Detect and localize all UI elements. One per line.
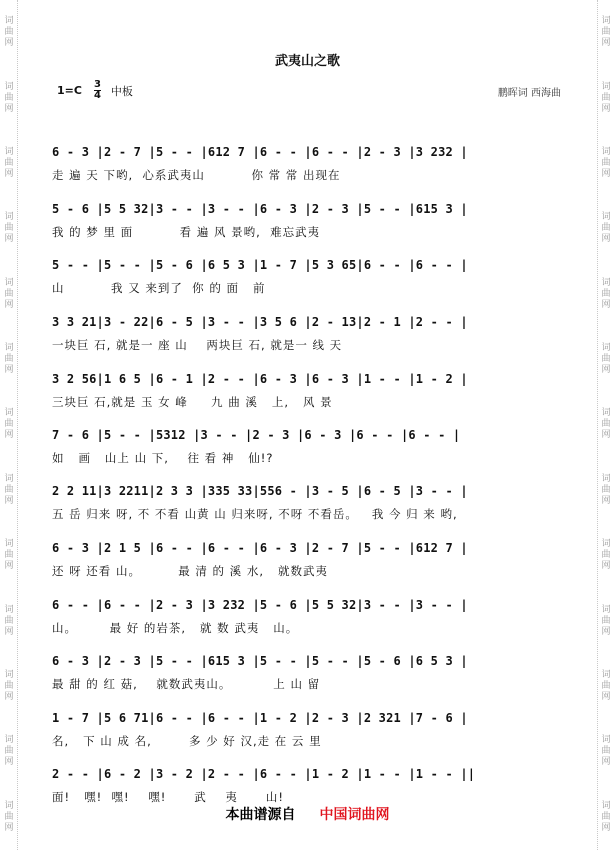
watermark-text: 词 曲 网 bbox=[4, 212, 14, 245]
tempo-marking: 中板 bbox=[110, 84, 133, 98]
watermark-text: 词 曲 网 bbox=[601, 408, 611, 441]
lyrics-line: 走 遍 天 下哟, 心系武夷山 你 常 常 出现在 bbox=[52, 168, 341, 182]
score-system bbox=[52, 654, 562, 698]
notes-line: 7 - 6 |5 - - |5312 |3 - - |2 - 3 |6 - 3 |6 - - |6 - - | bbox=[52, 428, 461, 442]
watermark-text: 词 曲 网 bbox=[601, 146, 611, 179]
notes-line: 2 2 11|3 2211|2 3 3 |335 33|556 - |3 - 5 |6 - 5 |3 - - | bbox=[52, 484, 468, 498]
watermark-text: 词 曲 网 bbox=[601, 539, 611, 572]
lyrics-line: 面! 嘿! 嘿! 嘿! 武 夷 山! bbox=[52, 790, 284, 804]
lyrics-line: 如 画 山上 山 下, 往 看 神 仙!? bbox=[52, 451, 274, 465]
key-label: 1=C bbox=[57, 84, 82, 97]
key-signature bbox=[57, 80, 133, 101]
watermark-text: 词 曲 网 bbox=[601, 800, 611, 833]
source-attribution bbox=[0, 804, 615, 824]
watermark-text: 词 曲 网 bbox=[4, 16, 14, 49]
watermark-text: 词 曲 网 bbox=[601, 473, 611, 506]
watermark-text: 词 曲 网 bbox=[601, 343, 611, 376]
notes-line: 5 - - |5 - - |5 - 6 |6 5 3 |1 - 7 |5 3 65|6 - - |6 - - | bbox=[52, 258, 468, 272]
source-site-link[interactable]: 中国词曲网 bbox=[319, 807, 390, 823]
watermark-text: 词 曲 网 bbox=[601, 16, 611, 49]
lyrics-line: 还 呀 还看 山。 最 清 的 溪 水, 就数武夷 bbox=[52, 564, 328, 578]
lyrics-line: 五 岳 归来 呀, 不 不看 山黄 山 归来呀, 不呀 不看岳。 我 今 归 来 哟, bbox=[52, 507, 458, 521]
score-system bbox=[52, 541, 562, 585]
time-signature: 3 4 bbox=[93, 79, 101, 101]
notes-line: 1 - 7 |5 6 71|6 - - |6 - - |1 - 2 |2 - 3 |2 321 |7 - 6 | bbox=[52, 711, 468, 725]
watermark-text: 词 曲 网 bbox=[601, 81, 611, 114]
notes-line: 5 - 6 |5 5 32|3 - - |3 - - |6 - 3 |2 - 3 |5 - - |615 3 | bbox=[52, 202, 468, 216]
notes-line: 3 2 56|1 6 5 |6 - 1 |2 - - |6 - 3 |6 - 3 |1 - - |1 - 2 | bbox=[52, 372, 468, 386]
watermark-text: 词 曲 网 bbox=[601, 277, 611, 310]
watermark-text: 词 曲 网 bbox=[601, 735, 611, 768]
lyrics-line: 名, 下 山 成 名, 多 少 好 汉,走 在 云 里 bbox=[52, 734, 322, 748]
score-system bbox=[52, 372, 562, 416]
score-system bbox=[52, 202, 562, 246]
notes-line: 6 - 3 |2 1 5 |6 - - |6 - - |6 - 3 |2 - 7 |5 - - |612 7 | bbox=[52, 541, 468, 555]
lyrics-line: 我 的 梦 里 面 看 遍 风 景哟, 难忘武夷 bbox=[52, 225, 321, 239]
score-system bbox=[52, 428, 562, 472]
score-system bbox=[52, 258, 562, 302]
lyrics-line: 山 我 又 来到了 你 的 面 前 bbox=[52, 281, 266, 295]
watermark-text: 词 曲 网 bbox=[4, 604, 14, 637]
lyrics-line: 一块巨 石, 就是一 座 山 两块巨 石, 就是一 线 天 bbox=[52, 338, 343, 352]
lyrics-line: 山。 最 好 的岩茶, 就 数 武夷 山。 bbox=[52, 621, 299, 635]
watermark-text: 词 曲 网 bbox=[601, 212, 611, 245]
watermark-text: 词 曲 网 bbox=[4, 408, 14, 441]
watermark-text: 词 曲 网 bbox=[601, 669, 611, 702]
score-system bbox=[52, 484, 562, 528]
lyrics-line: 最 甜 的 红 菇, 就数武夷山。 上 山 留 bbox=[52, 677, 321, 691]
watermark-text: 词 曲 网 bbox=[4, 800, 14, 833]
notes-line: 6 - - |6 - - |2 - 3 |3 232 |5 - 6 |5 5 32|3 - - |3 - - | bbox=[52, 598, 468, 612]
watermark-text: 词 曲 网 bbox=[4, 473, 14, 506]
watermark-text: 词 曲 网 bbox=[4, 669, 14, 702]
song-title: 武夷山之歌 bbox=[274, 54, 340, 69]
watermark-text: 词 曲 网 bbox=[4, 539, 14, 572]
credits: 鹏晖词 西海曲 bbox=[497, 88, 561, 99]
lyrics-line: 三块巨 石,就是 玉 女 峰 九 曲 溪 上, 风 景 bbox=[52, 395, 333, 409]
watermark-text: 词 曲 网 bbox=[4, 343, 14, 376]
notes-line: 6 - 3 |2 - 7 |5 - - |612 7 |6 - - |6 - - |2 - 3 |3 232 | bbox=[52, 145, 468, 159]
score-system bbox=[52, 145, 562, 189]
right-watermark-strip bbox=[597, 0, 614, 850]
score-system bbox=[52, 598, 562, 642]
notes-line: 3 3 21|3 - 22|6 - 5 |3 - - |3 5 6 |2 - 13|2 - 1 |2 - - | bbox=[52, 315, 468, 329]
left-watermark-strip bbox=[1, 0, 18, 850]
score-system bbox=[52, 711, 562, 755]
watermark-text: 词 曲 网 bbox=[4, 146, 14, 179]
source-prefix: 本曲谱源自 bbox=[225, 807, 296, 823]
watermark-text: 词 曲 网 bbox=[4, 735, 14, 768]
watermark-text: 词 曲 网 bbox=[601, 604, 611, 637]
notes-line: 2 - - |6 - 2 |3 - 2 |2 - - |6 - - |1 - 2 |1 - - |1 - - || bbox=[52, 767, 476, 781]
notes-line: 6 - 3 |2 - 3 |5 - - |615 3 |5 - - |5 - - |5 - 6 |6 5 3 | bbox=[52, 654, 468, 668]
watermark-text: 词 曲 网 bbox=[4, 81, 14, 114]
score-system bbox=[52, 315, 562, 359]
watermark-text: 词 曲 网 bbox=[4, 277, 14, 310]
